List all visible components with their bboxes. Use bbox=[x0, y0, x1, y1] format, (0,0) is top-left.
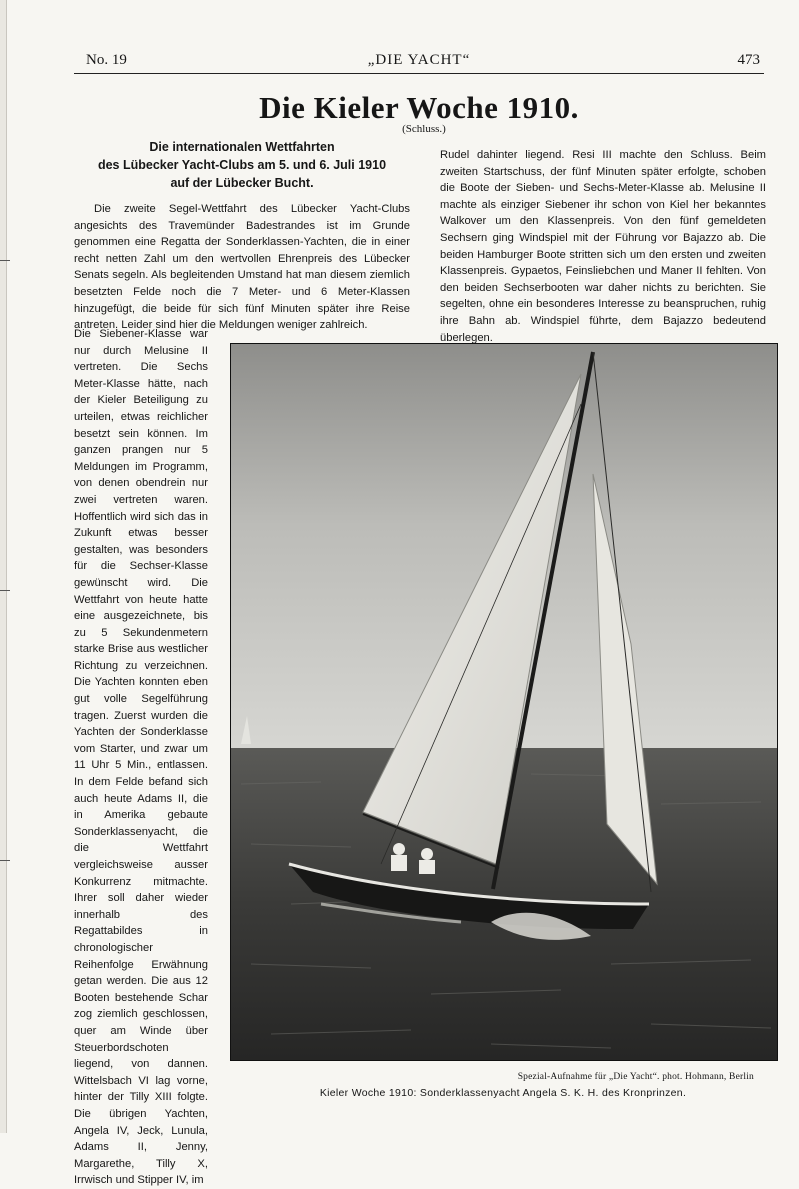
section-heading-line: des Lübecker Yacht-Clubs am 5. und 6. Juli 1910 bbox=[97, 158, 387, 172]
right-column-text: Rudel dahinter liegend. Resi III machte den Schluss. Beim zweiten Startschuss, der fünf Minuten später erfolgte, schoben die Boote der Sieben- und Sechs-Meter-Klasse ab. Melusine II machte als einziger Siebener ihr schon von Kiel her bekanntes Walkover um den Klassenpreis. Von den fünf gemeldeten Sechsern ging Windspiel mit der Führung vor Bajazzo ab. Die beiden Hamburger Boote stritten sich um den ersten und zweiten Klassenpreis. Gypaetos, Feinsliebchen und Maner II fehlten. Von den beiden Sechserbooten war daher nichts zu berichten. Sie segelten, ohne ein besonderes Interesse zu beanspruchen, ruhig ihre Bahn ab. Windspiel führte, dem Bajazzo bedeutend überlegen. bbox=[440, 149, 766, 344]
page-number: 473 bbox=[737, 52, 760, 68]
section-heading-line: auf der Lübecker Bucht. bbox=[170, 176, 314, 190]
binding-mark bbox=[0, 860, 10, 861]
section-heading-line: Die internationalen Wettfahrten bbox=[149, 140, 335, 154]
header-rule bbox=[74, 73, 764, 74]
article-title: Die Kieler Woche 1910. bbox=[259, 90, 579, 125]
magazine-name: „DIE YACHT“ bbox=[367, 52, 471, 68]
article-subtitle: (Schluss.) bbox=[402, 123, 446, 135]
binding-mark bbox=[0, 590, 10, 591]
section-heading bbox=[74, 138, 410, 192]
photo-credit: Spezial-Aufnahme für „Die Yacht“. phot. Hohmann, Berlin bbox=[517, 1072, 754, 1082]
running-header bbox=[74, 52, 764, 74]
issue-number: No. 19 bbox=[86, 52, 127, 68]
narrow-column-text: Die Siebener-Klasse war nur durch Melusine II vertreten. Die Sechs Meter-Klasse hätte, nach der Kieler Beteiligung zu urteilen, etwas reichlicher besetzt sein können. Im ganzen prangen nur 5 Meldungen im Programm, von denen obendrein nur zwei vertreten waren. Hoffentlich wird sich das in Zukunft etwas besser gestalten, was besonders für die Sechser-Klasse gewünscht wird. Die Wettfahrt von heute hatte eine ausgezeichnete, bis zu 5 Sekundenmetern starke Brise aus westlicher Richtung zu verzeichnen. Die Yachten konnten eben gut volle Segelführung tragen. Zuerst wurden die Yachten der Sonderklasse vom Starter, und zwar um 11 Uhr 5 Min., entlassen. In dem Felde befand sich auch heute Adams II, die in Amerika gebaute Sonderklassenyacht, die die Wettfahrt vergleichsweise ausser Konkurrenz mitmachte. Ihrer soll daher wieder innerhalb des Regattabildes in chronologischer Reihenfolge Erwähnung getan werden. Die aus 12 Booten bestehende Schar zog ziemlich geschlossen, quer am Winde über Steuerbordschoten liegend, von dannen. Wittelsbach VI lag vorne, hinter der Tilly XIII folgte. Die übrigen Yachten, Angela IV, Jeck, Lunula, Adams II, Jenny, Margarethe, Tilly X, Irrwisch und Stipper IV, im bbox=[74, 328, 208, 1187]
lead-paragraph: Die zweite Segel-Wettfahrt des Lübecker Yacht-Clubs angesichts des Travemünder Badestrandes ist im Grunde genommen eine Regatta der Sonderklassen-Yachten, die in einer recht netten Zahl um den wertvollen Ehrenpreis des Lübecker Senats segeln. Als begleitenden Umstand hat man diesem ziemlich besetzten Felde noch die 7 Meter- und 6 Meter-Klassen hinzugefügt, die beide für sich fünf Minuten später ihre Reise antreten. Leider sind hier die Meldungen weniger zahlreich. bbox=[74, 203, 410, 332]
photo-caption: Kieler Woche 1910: Sonderklassenyacht Angela S. K. H. des Kronprinzen. bbox=[319, 1087, 687, 1099]
sailing-yacht-photo bbox=[230, 343, 778, 1061]
binding-mark bbox=[0, 260, 10, 261]
page-binding-edge bbox=[0, 0, 7, 1133]
